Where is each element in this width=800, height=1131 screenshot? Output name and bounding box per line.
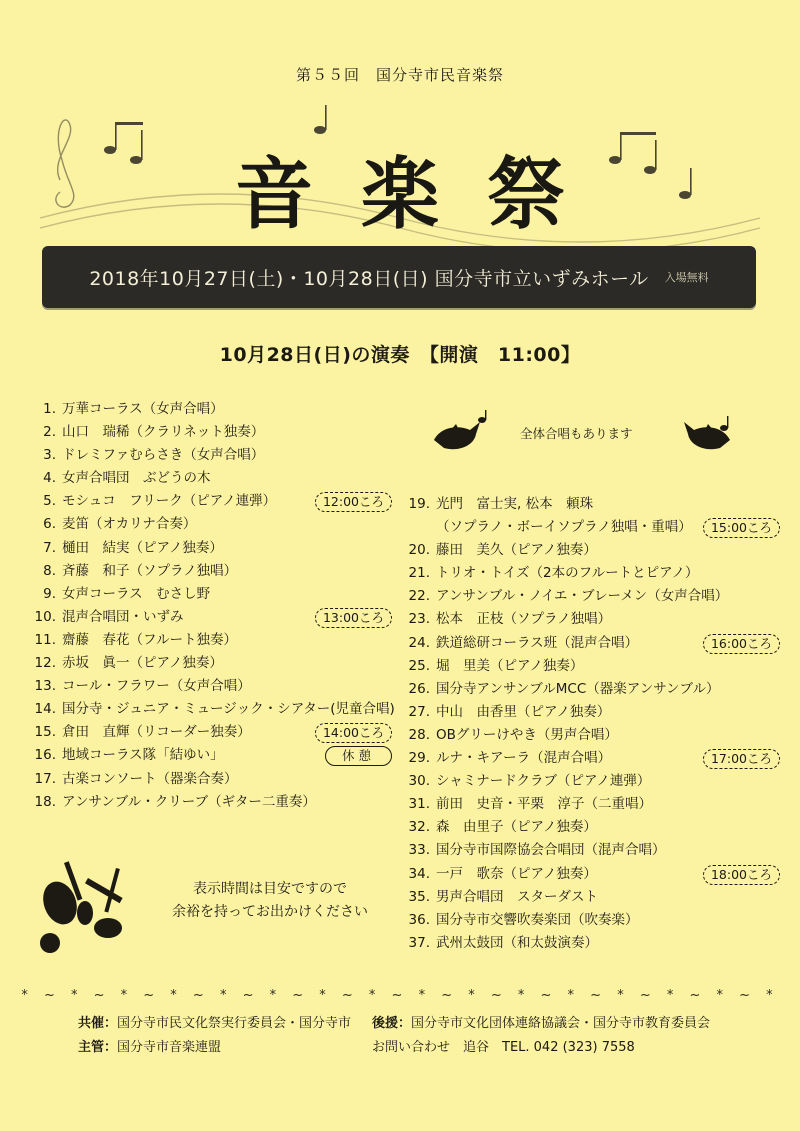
program-text: 堀 里美（ピアノ独奏）: [436, 657, 584, 674]
program-item: [400, 839, 780, 862]
program-number: 32.: [408, 819, 430, 836]
program-number: 13.: [34, 678, 56, 695]
program-text: 樋田 結実（ピアノ独奏）: [62, 539, 223, 556]
program-list-left: [32, 398, 395, 814]
program-text: アンサンブル・ノイエ・ブレーメン（女声合唱）: [436, 588, 729, 605]
program-item: [32, 791, 392, 814]
program-text: 中山 由香里（ピアノ独奏）: [436, 703, 611, 720]
main-title: 音楽祭: [234, 149, 613, 240]
program-number: 12.: [34, 655, 56, 672]
program-number: 22.: [408, 588, 430, 605]
program-item: [400, 493, 780, 516]
program-text: 齋藤 春花（フルート独奏）: [62, 631, 237, 648]
time-badge: 13:00ころ: [315, 608, 392, 628]
program-number: 27.: [408, 703, 430, 720]
notice-text: [160, 878, 380, 924]
program-text: 国分寺市交響吹奏楽団（吹奏楽）: [436, 911, 639, 928]
program-item: [32, 490, 392, 513]
program-number: 5.: [43, 493, 56, 510]
program-item: [400, 886, 780, 909]
edition-title: 第５５回 国分寺市民音楽祭: [295, 66, 504, 84]
performance-subheading: 10月28日(日)の演奏 【開演 11:00】: [219, 344, 581, 366]
program-number: 15.: [34, 724, 56, 741]
bird-icon: [430, 410, 492, 458]
admission-free-label: 入場無料: [664, 271, 709, 284]
support-label: 後援：: [372, 1016, 412, 1031]
program-text: 鉄道総研コーラス班（混声合唱）: [436, 634, 639, 651]
time-badge: 18:00ころ: [703, 865, 780, 885]
date-venue-banner: [42, 246, 756, 308]
instruments-illustration: [30, 858, 140, 958]
program-item: [400, 608, 780, 631]
program-number: 20.: [408, 542, 430, 559]
program-item: [32, 444, 392, 467]
organizer-text: 国分寺市音楽連盟: [117, 1040, 222, 1055]
time-badge: 16:00ころ: [703, 634, 780, 654]
program-text: 倉田 直輝（リコーダー独奏）: [62, 724, 251, 741]
program-item: [400, 747, 780, 770]
decorative-divider: * ~ * ~ * ~ * ~ * ~ * ~ * ~ * ~ * ~ * ~ * ~ * ~ * ~ * ~ * ~ *: [21, 988, 779, 1003]
program-number: 24.: [408, 634, 430, 651]
program-item: [32, 513, 392, 536]
program-text: トリオ・トイズ（2本のフルートとピアノ）: [436, 565, 699, 582]
program-item: [32, 652, 392, 675]
program-number: 21.: [408, 565, 430, 582]
program-text: 斉藤 和子（ソプラノ独唱）: [62, 562, 238, 579]
program-item: [400, 909, 780, 932]
program-text: 前田 史音・平栗 淳子（二重唱）: [436, 796, 652, 813]
program-number: 30.: [408, 773, 430, 790]
program-number: 34.: [408, 865, 430, 882]
program-item: [400, 863, 780, 886]
program-text: 一戸 歌奈（ピアノ独奏）: [436, 865, 597, 882]
program-item: [32, 675, 392, 698]
program-text: 赤坂 眞一（ピアノ独奏）: [62, 655, 223, 672]
program-item: [400, 539, 780, 562]
program-text: 女声合唱団 ぶどうの木: [62, 470, 211, 487]
program-item: [32, 721, 392, 744]
program-item: [400, 655, 780, 678]
program-number: 10.: [34, 608, 56, 625]
program-number: 29.: [408, 750, 430, 767]
cohost-line: [78, 1012, 351, 1031]
program-text: 松本 正枝（ソプラノ独唱）: [436, 611, 612, 628]
banner-date-venue: 2018年10月27日(土)・10月28日(日) 国分寺市立いずみホール: [89, 267, 649, 290]
time-badge: 15:00ころ: [703, 518, 780, 538]
all-chorus-note: 全体合唱もあります: [520, 426, 633, 441]
program-item: [400, 701, 780, 724]
program-text: 麦笛（オカリナ合奏）: [62, 516, 197, 533]
program-text: 混声合唱団・いずみ: [62, 608, 184, 625]
program-item: [400, 585, 780, 608]
organizer-label: 主管：: [78, 1040, 118, 1055]
program-number: 37.: [408, 934, 430, 951]
support-text: 国分寺市文化団体連絡協議会・国分寺市教育委員会: [411, 1016, 711, 1031]
support-line: [372, 1012, 710, 1031]
program-item: [400, 678, 780, 701]
program-item: [32, 606, 392, 629]
program-item: [400, 632, 780, 655]
program-item: [400, 793, 780, 816]
program-text: 国分寺アンサンブルMCC（器楽アンサンブル）: [436, 680, 720, 697]
program-item: [400, 816, 780, 839]
program-text: 国分寺市国際協会合唱団（混声合唱）: [436, 842, 666, 859]
program-number: 2.: [43, 424, 56, 441]
program-text: 国分寺・ジュニア・ミュージック・シアター(児童合唱): [62, 701, 395, 718]
program-item: [32, 421, 392, 444]
program-number: 28.: [408, 726, 430, 743]
time-badge: 12:00ころ: [315, 492, 392, 512]
program-text: （ソプラノ・ボーイソプラノ独唱・重唱）: [436, 519, 692, 536]
program-number: 11.: [34, 631, 56, 648]
program-text: 光門 富士実, 松本 頼珠: [436, 496, 594, 512]
organizer-line: [78, 1036, 221, 1055]
program-number: 33.: [408, 842, 430, 859]
program-number: 18.: [34, 793, 56, 810]
program-number: 36.: [408, 911, 430, 928]
program-item: [400, 516, 780, 539]
program-item: [32, 560, 392, 583]
program-text: シャミナードクラブ（ピアノ連弾）: [436, 773, 651, 790]
cohost-text: 国分寺市民文化祭実行委員会・国分寺市: [117, 1016, 352, 1031]
contact-line: お問い合わせ 追谷 TEL. 042 (323) 7558: [372, 1040, 635, 1055]
program-text: 男声合唱団 スターダスト: [436, 888, 598, 905]
cohost-label: 共催：: [78, 1016, 118, 1031]
program-item: [32, 398, 392, 421]
program-text: ルナ・キアーラ（混声合唱）: [436, 750, 612, 767]
program-item: [400, 932, 780, 955]
program-number: 16.: [34, 747, 56, 764]
program-text: 藤田 美久（ピアノ独奏）: [436, 542, 597, 559]
program-list-right: [400, 493, 780, 955]
program-text: 古楽コンソート（器楽合奏）: [62, 770, 238, 787]
time-badge: 17:00ころ: [703, 749, 780, 769]
program-number: 7.: [43, 539, 56, 556]
program-number: 14.: [34, 701, 56, 718]
program-item: [32, 537, 392, 560]
notice-line: 余裕を持ってお出かけください: [172, 904, 368, 920]
program-number: 1.: [43, 401, 56, 417]
program-number: 25.: [408, 657, 430, 674]
intermission-badge: 休憩: [325, 746, 392, 766]
program-number: 4.: [43, 470, 56, 487]
program-text: 森 由里子（ピアノ独奏）: [436, 819, 597, 836]
program-item: [400, 770, 780, 793]
program-text: ドレミファむらさき（女声合唱）: [62, 447, 265, 464]
program-text: コール・フラワー（女声合唱）: [62, 678, 251, 695]
program-item: [32, 629, 392, 652]
program-number: 8.: [43, 562, 56, 579]
program-number: 35.: [408, 888, 430, 905]
program-item: [32, 768, 392, 791]
program-number: 17.: [34, 770, 56, 787]
program-text: OBグリーけやき（男声合唱）: [436, 726, 618, 743]
program-item: [32, 744, 392, 767]
program-number: 19.: [408, 496, 430, 512]
program-item: [400, 562, 780, 585]
program-number: 26.: [408, 680, 430, 697]
program-item: [32, 698, 395, 721]
program-text: 女声コーラス むさし野: [62, 585, 211, 602]
program-text: 武州太鼓団（和太鼓演奏）: [436, 934, 598, 951]
program-text: モシュコ フリーク（ピアノ連弾）: [62, 493, 277, 510]
program-item: [32, 583, 392, 606]
time-badge: 14:00ころ: [315, 723, 392, 743]
program-text: アンサンブル・クリーブ（ギター二重奏）: [62, 793, 316, 810]
bird-icon: [672, 410, 734, 458]
program-number: 3.: [43, 447, 56, 464]
program-item: [32, 467, 392, 490]
program-item: [400, 724, 780, 747]
program-number: 6.: [43, 516, 56, 533]
notice-line: 表示時間は目安ですので: [193, 881, 347, 897]
program-number: 9.: [43, 585, 56, 602]
program-number: 23.: [408, 611, 430, 628]
program-text: 万華コーラス（女声合唱）: [62, 401, 224, 417]
program-text: 山口 瑞稀（クラリネット独奏）: [62, 424, 265, 441]
program-number: 31.: [408, 796, 430, 813]
program-text: 地域コーラス隊「結ゆい」: [62, 747, 224, 764]
